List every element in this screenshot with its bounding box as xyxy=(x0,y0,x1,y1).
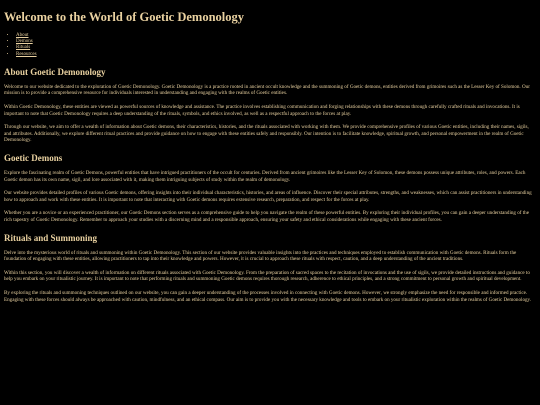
demons-paragraph-1: Explore the fascinating realm of Goetic Demons, powerful entities that have intrigued practitioners of the occult for centuries. Derived from ancient grimoires like the Lesser Key of Solomon, these demons possess unique attributes, roles, and powers. Each Goetic demon has its own name, sigil, and lore associated with it, making them intriguing subjects of study within the realm of demonology. xyxy=(4,169,526,183)
demons-paragraph-2: Our website provides detailed profiles of various Goetic demons, offering insights into their individual characteristics, histories, and areas of influence. Discover their special attributes, strengths, and weaknesses, which can assist practitioners in understanding how to approach and work with these entities. It is important to note that interacting with Goetic demons requires extensive research, preparation, and respect for the forces at play. xyxy=(4,190,532,203)
nav-link-demons[interactable]: Demons xyxy=(16,39,33,45)
nav-item-resources xyxy=(16,52,536,58)
main-nav xyxy=(4,33,536,58)
rituals-paragraph-2: Within this section, you will discover a wealth of information on different rituals associated with Goetic Demonology. From the preparation of sacred spaces to the recitation of invocations and the use of sigils, we provide detailed instructions and guidance to help you embark on your ritualistic journey. It is important to note that performing rituals and summoning Goetic demons requires thorough research, adherence to ethical principles, and a strong commitment to personal growth and spiritual development. xyxy=(4,269,530,283)
rituals-paragraph-3: By exploring the rituals and summoning techniques outlined on our website, you can gain a deeper understanding of the processes involved in connecting with Goetic demons. However, we strongly emphasize the need for responsible and informed practice. Engaging with these forces should always be approached with caution, mindfulness, and an ethical compass. Our aim is to provide you with the necessary knowledge and tools to embark on your ritualistic exploration within the realms of Goetic Demonology. xyxy=(4,289,532,303)
demons-paragraph-3: Whether you are a novice or an experienced practitioner, our Goetic Demons section serves as a comprehensive guide to help you navigate the realm of these powerful entities. By exploring their individual profiles, you can gain a deeper understanding of the rich tapestry of Goetic Demonology. Remember to approach your studies with a discerning mind and a responsible approach, ensuring your safety and ethical considerations while engaging with these ancient forces. xyxy=(4,210,529,223)
nav-link-about[interactable]: About xyxy=(16,33,29,38)
nav-link-rituals[interactable]: Rituals xyxy=(16,45,31,51)
about-paragraph-2: Within Goetic Demonology, these entities are viewed as powerful sources of knowledge and assistance. The practice involves establishing communication and forging relationships with these demons through carefully crafted rituals and invocations. It is important to note that Goetic Demonology requires a deep understanding of the rituals, symbols, and ethics involved, as well as a respectful approach to the forces at play. xyxy=(4,104,520,117)
nav-list xyxy=(4,33,536,58)
rituals-paragraph-1: Delve into the mysterious world of rituals and summoning within Goetic Demonology. This section of our website provides valuable insights into the practices and techniques employed to establish communication with Goetic demons. Rituals form the foundation of engaging with these entities, allowing practitioners to tap into their knowledge and powers. However, it is crucial to approach these rituals with respect, caution, and a deep understanding of the ancient traditions. xyxy=(4,249,517,263)
section-heading-about: About Goetic Demonology xyxy=(4,66,106,77)
section-heading-demons: Goetic Demons xyxy=(4,152,63,163)
section-heading-rituals: Rituals and Summoning xyxy=(4,232,98,243)
nav-link-resources[interactable]: Resources xyxy=(16,51,37,57)
section-about xyxy=(4,66,536,144)
section-rituals xyxy=(4,232,536,304)
about-paragraph-1: Welcome to our website dedicated to the exploration of Goetic Demonology. Goetic Demonology is a practice rooted in ancient occult knowledge and the summoning of Goetic demons, entities derived from grimoires such as the Lesser Key of Solomon. Our mission is to provide a comprehensive resource for individuals interested in understanding and engaging with the realms of Goetic entities. xyxy=(4,83,530,97)
section-demons xyxy=(4,152,536,224)
about-paragraph-3: Through our website, we aim to offer a wealth of information about Goetic demons, their characteristics, histories, and the rituals associated with working with them. We provide comprehensive profiles of various Goetic entities, including their names, sigils, and attributes. Additionally, we explore different ritual practices and provide guidance on how to engage with these entities safely and responsibly. Our intention is to facilitate knowledge, spiritual growth, and personal empowerment in the realm of Goetic Demonology. xyxy=(4,124,529,144)
page-title: Welcome to the World of Goetic Demonology xyxy=(4,10,245,24)
